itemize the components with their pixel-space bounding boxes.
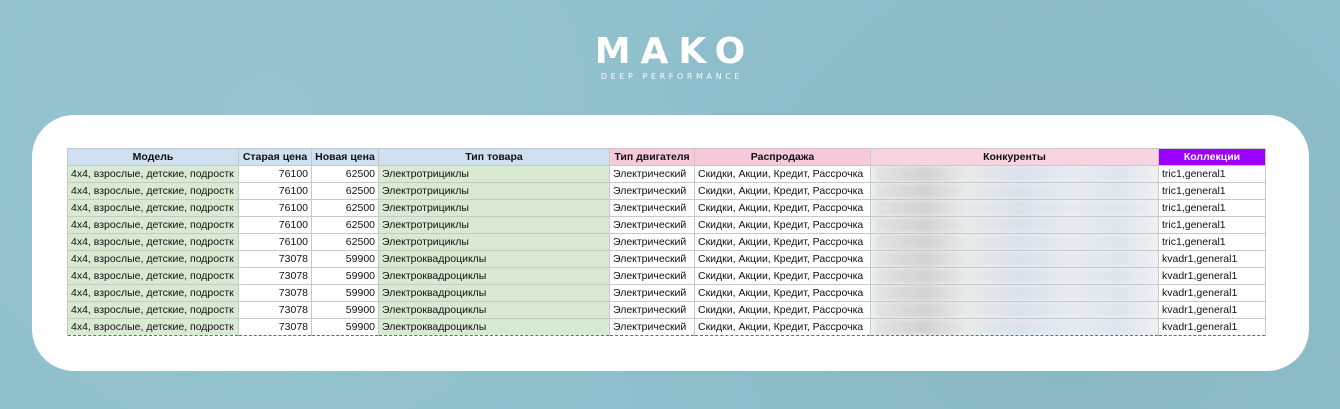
header-new-price[interactable]: Новая цена — [312, 149, 379, 166]
logo-subtitle: DEEP PERFORMANCE — [600, 72, 744, 81]
cell-product-type[interactable]: Электротрициклы — [379, 217, 610, 234]
cell-competitors-redacted[interactable] — [871, 234, 1159, 251]
brand-logo — [0, 31, 1340, 81]
cell-new-price[interactable]: 62500 — [312, 200, 379, 217]
cell-engine-type[interactable]: Электрический — [610, 166, 695, 183]
blurred-content — [874, 217, 1155, 233]
cell-competitors-redacted[interactable] — [871, 319, 1159, 336]
cell-collections[interactable]: tric1,general1 — [1159, 183, 1266, 200]
cell-new-price[interactable]: 59900 — [312, 268, 379, 285]
cell-new-price[interactable]: 62500 — [312, 234, 379, 251]
cell-competitors-redacted[interactable] — [871, 302, 1159, 319]
cell-competitors-redacted[interactable] — [871, 200, 1159, 217]
header-old-price[interactable]: Старая цена — [239, 149, 312, 166]
cell-old-price[interactable]: 76100 — [239, 200, 312, 217]
table-row — [68, 268, 1266, 285]
header-competitors[interactable]: Конкуренты — [871, 149, 1159, 166]
table-row — [68, 285, 1266, 302]
cell-competitors-redacted[interactable] — [871, 183, 1159, 200]
blurred-content — [874, 251, 1155, 267]
header-collections[interactable]: Коллекции — [1159, 149, 1266, 166]
cell-old-price[interactable]: 76100 — [239, 234, 312, 251]
table-row — [68, 166, 1266, 183]
cell-model[interactable]: 4x4, взрослые, детские, подростк — [68, 200, 239, 217]
cell-product-type[interactable]: Электроквадроциклы — [379, 268, 610, 285]
header-product-type[interactable]: Тип товара — [379, 149, 610, 166]
cell-old-price[interactable]: 73078 — [239, 285, 312, 302]
cell-collections[interactable]: kvadr1,general1 — [1159, 319, 1266, 336]
cell-sale[interactable]: Скидки, Акции, Кредит, Рассрочка — [695, 200, 871, 217]
cell-new-price[interactable]: 62500 — [312, 217, 379, 234]
cell-engine-type[interactable]: Электрический — [610, 302, 695, 319]
cell-engine-type[interactable]: Электрический — [610, 285, 695, 302]
table-row — [68, 200, 1266, 217]
blurred-content — [874, 285, 1155, 301]
cell-model[interactable]: 4x4, взрослые, детские, подростк — [68, 285, 239, 302]
cell-sale[interactable]: Скидки, Акции, Кредит, Рассрочка — [695, 217, 871, 234]
cell-competitors-redacted[interactable] — [871, 217, 1159, 234]
cell-engine-type[interactable]: Электрический — [610, 217, 695, 234]
cell-new-price[interactable]: 59900 — [312, 302, 379, 319]
cell-model[interactable]: 4x4, взрослые, детские, подростк — [68, 302, 239, 319]
cell-competitors-redacted[interactable] — [871, 268, 1159, 285]
cell-model[interactable]: 4x4, взрослые, детские, подростк — [68, 217, 239, 234]
header-model[interactable]: Модель — [68, 149, 239, 166]
cell-model[interactable]: 4x4, взрослые, детские, подростк — [68, 183, 239, 200]
cell-engine-type[interactable]: Электрический — [610, 200, 695, 217]
cell-product-type[interactable]: Электроквадроциклы — [379, 302, 610, 319]
table-row — [68, 302, 1266, 319]
cell-sale[interactable]: Скидки, Акции, Кредит, Рассрочка — [695, 251, 871, 268]
logo-mark: MAKO — [594, 31, 756, 72]
cell-new-price[interactable]: 62500 — [312, 183, 379, 200]
cell-old-price[interactable]: 76100 — [239, 166, 312, 183]
cell-old-price[interactable]: 73078 — [239, 251, 312, 268]
cell-product-type[interactable]: Электроквадроциклы — [379, 285, 610, 302]
cell-collections[interactable]: tric1,general1 — [1159, 166, 1266, 183]
cell-sale[interactable]: Скидки, Акции, Кредит, Рассрочка — [695, 285, 871, 302]
cell-product-type[interactable]: Электротрициклы — [379, 183, 610, 200]
blurred-content — [874, 268, 1155, 284]
blurred-content — [874, 234, 1155, 250]
cell-old-price[interactable]: 76100 — [239, 183, 312, 200]
cell-new-price[interactable]: 59900 — [312, 251, 379, 268]
cell-old-price[interactable]: 73078 — [239, 302, 312, 319]
cell-model[interactable]: 4x4, взрослые, детские, подростк — [68, 234, 239, 251]
header-engine-type[interactable]: Тип двигателя — [610, 149, 695, 166]
cell-engine-type[interactable]: Электрический — [610, 183, 695, 200]
blurred-content — [874, 319, 1155, 335]
table-row — [68, 234, 1266, 251]
cell-engine-type[interactable]: Электрический — [610, 251, 695, 268]
cell-model[interactable]: 4x4, взрослые, детские, подростк — [68, 319, 239, 336]
table-row — [68, 319, 1266, 336]
cell-old-price[interactable]: 73078 — [239, 268, 312, 285]
cell-new-price[interactable]: 62500 — [312, 166, 379, 183]
cell-engine-type[interactable]: Электрический — [610, 234, 695, 251]
cell-engine-type[interactable]: Электрический — [610, 268, 695, 285]
table-row — [68, 183, 1266, 200]
blurred-content — [874, 302, 1155, 318]
cell-competitors-redacted[interactable] — [871, 251, 1159, 268]
cell-competitors-redacted[interactable] — [871, 166, 1159, 183]
cell-collections[interactable]: kvadr1,general1 — [1159, 268, 1266, 285]
cell-model[interactable]: 4x4, взрослые, детские, подростк — [68, 166, 239, 183]
cell-collections[interactable]: tric1,general1 — [1159, 200, 1266, 217]
cell-sale[interactable]: Скидки, Акции, Кредит, Рассрочка — [695, 234, 871, 251]
cell-competitors-redacted[interactable] — [871, 285, 1159, 302]
spreadsheet-card — [32, 115, 1309, 371]
table-row — [68, 251, 1266, 268]
cell-product-type[interactable]: Электротрициклы — [379, 200, 610, 217]
blurred-content — [874, 166, 1155, 182]
table-row — [68, 217, 1266, 234]
cell-product-type[interactable]: Электротрициклы — [379, 234, 610, 251]
cell-model[interactable]: 4x4, взрослые, детские, подростк — [68, 251, 239, 268]
cell-sale[interactable]: Скидки, Акции, Кредит, Рассрочка — [695, 302, 871, 319]
header-sale[interactable]: Распродажа — [695, 149, 871, 166]
cell-collections[interactable]: tric1,general1 — [1159, 217, 1266, 234]
cell-sale[interactable]: Скидки, Акции, Кредит, Рассрочка — [695, 183, 871, 200]
cell-new-price[interactable]: 59900 — [312, 285, 379, 302]
cell-model[interactable]: 4x4, взрослые, детские, подростк — [68, 268, 239, 285]
cell-product-type[interactable]: Электроквадроциклы — [379, 251, 610, 268]
cell-collections[interactable]: kvadr1,general1 — [1159, 285, 1266, 302]
table-body — [68, 166, 1266, 336]
cell-collections[interactable]: tric1,general1 — [1159, 234, 1266, 251]
cell-product-type[interactable]: Электроквадроциклы — [379, 319, 610, 336]
blurred-content — [874, 183, 1155, 199]
cell-collections[interactable]: kvadr1,general1 — [1159, 302, 1266, 319]
cell-collections[interactable]: kvadr1,general1 — [1159, 251, 1266, 268]
cell-product-type[interactable]: Электротрициклы — [379, 166, 610, 183]
cell-sale[interactable]: Скидки, Акции, Кредит, Рассрочка — [695, 166, 871, 183]
spreadsheet-table — [67, 148, 1266, 336]
blurred-content — [874, 200, 1155, 216]
cell-sale[interactable]: Скидки, Акции, Кредит, Рассрочка — [695, 319, 871, 336]
cell-engine-type[interactable]: Электрический — [610, 319, 695, 336]
cell-new-price[interactable]: 59900 — [312, 319, 379, 336]
header-row — [68, 149, 1266, 166]
cell-sale[interactable]: Скидки, Акции, Кредит, Рассрочка — [695, 268, 871, 285]
cell-old-price[interactable]: 73078 — [239, 319, 312, 336]
cell-old-price[interactable]: 76100 — [239, 217, 312, 234]
